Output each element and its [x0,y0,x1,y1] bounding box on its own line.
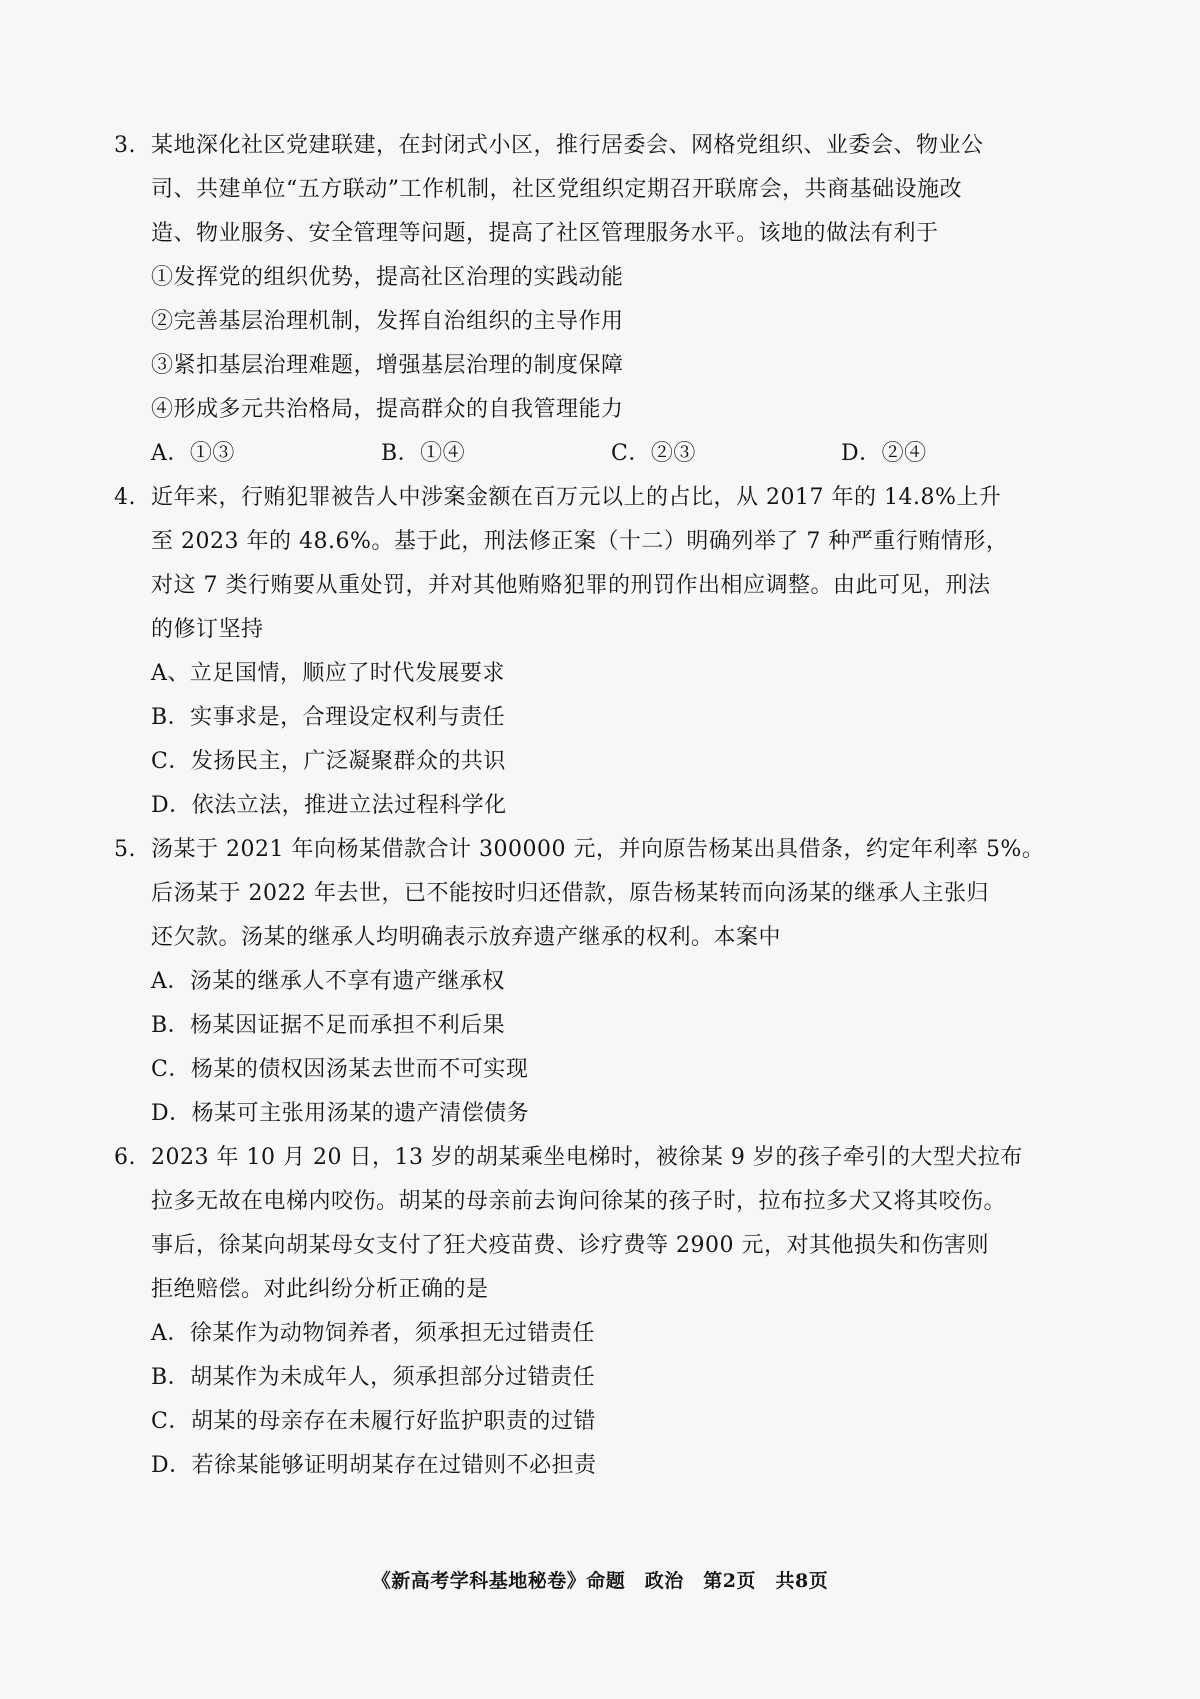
option-c: C．②③ [611,441,696,466]
option-b: B．实事求是，合理设定权利与责任 [151,705,506,730]
option-a: A、立足国情，顺应了时代发展要求 [151,661,505,686]
option-b: B．①④ [381,441,466,466]
question-6 [114,1136,1074,1488]
question-4 [114,476,1074,828]
question-number: 6. [114,1145,136,1170]
question-number: 3. [114,133,136,158]
question-stem-line: 5. 汤某于 2021 年向杨某借款合计 300000 元，并向原告杨某出具借条，约定年利率 5%。 [114,828,1074,872]
option-d: D．依法立法，推进立法过程科学化 [151,793,507,818]
option-d: D．②④ [841,441,927,466]
question-stem-line: 4. 近年来，行贿犯罪被告人中涉案金额在百万元以上的占比，从 2017 年的 14.8%上升 [114,476,1074,520]
question-stem-line: 司、共建单位“五方联动”工作机制，社区党组织定期召开联席会，共商基础设施改 [151,177,962,202]
option-b: B．杨某因证据不足而承担不利后果 [151,1013,506,1038]
option-b: B．胡某作为未成年人，须承担部分过错责任 [151,1365,596,1390]
question-stem-line: 至 2023 年的 48.6%。基于此，刑法修正案（十二）明确列举了 7 种严重行贿情形， [151,529,1009,554]
question-list [114,124,1074,1488]
statement: ③紧扣基层治理难题，增强基层治理的制度保障 [151,353,624,378]
option-a: A．徐某作为动物饲养者，须承担无过错责任 [151,1321,595,1346]
question-number: 4. [114,485,136,510]
option-d: D．杨某可主张用汤某的遗产清偿债务 [151,1101,530,1126]
option-a: A．①③ [151,441,235,466]
statement: ①发挥党的组织优势，提高社区治理的实践动能 [151,265,624,290]
statement: ④形成多元共治格局，提高群众的自我管理能力 [151,397,624,422]
question-stem-line: 对这 7 类行贿要从重处罚，并对其他贿赂犯罪的刑罚作出相应调整。由此可见，刑法 [151,573,991,598]
options-row [114,432,1074,476]
question-stem-line: 事后，徐某向胡某母女支付了狂犬疫苗费、诊疗费等 2900 元，对其他损失和伤害则 [151,1233,989,1258]
statement: ②完善基层治理机制，发挥自治组织的主导作用 [151,309,624,334]
question-stem-line: 6. 2023 年 10 月 20 日，13 岁的胡某乘坐电梯时，被徐某 9 岁的孩子牵引的大型犬拉布 [114,1136,1074,1180]
question-stem-line: 的修订坚持 [151,617,264,642]
option-c: C．发扬民主，广泛凝聚群众的共识 [151,749,506,774]
option-c: C．杨某的债权因汤某去世而不可实现 [151,1057,529,1082]
question-stem-line: 造、物业服务、安全管理等问题，提高了社区管理服务水平。该地的做法有利于 [151,221,939,246]
question-stem-line: 还欠款。汤某的继承人均明确表示放弃遗产继承的权利。本案中 [151,925,782,950]
page-footer: 《新高考学科基地秘卷》命题 政治 第2页 共8页 [371,1570,829,1592]
option-a: A．汤某的继承人不享有遗产继承权 [151,969,505,994]
option-d: D．若徐某能够证明胡某存在过错则不必担责 [151,1453,597,1478]
question-number: 5. [114,837,136,862]
question-stem-line: 拉多无故在电梯内咬伤。胡某的母亲前去询问徐某的孩子时，拉布拉多犬又将其咬伤。 [151,1189,1007,1214]
question-stem-line: 拒绝赔偿。对此纠纷分析正确的是 [151,1277,489,1302]
question-5 [114,828,1074,1136]
question-stem-line: 3. 某地深化社区党建联建，在封闭式小区，推行居委会、网格党组织、业委会、物业公 [114,124,1074,168]
question-stem-line: 后汤某于 2022 年去世，已不能按时归还借款，原告杨某转而向汤某的继承人主张归 [151,881,989,906]
option-c: C．胡某的母亲存在未履行好监护职责的过错 [151,1409,596,1434]
question-3 [114,124,1074,476]
